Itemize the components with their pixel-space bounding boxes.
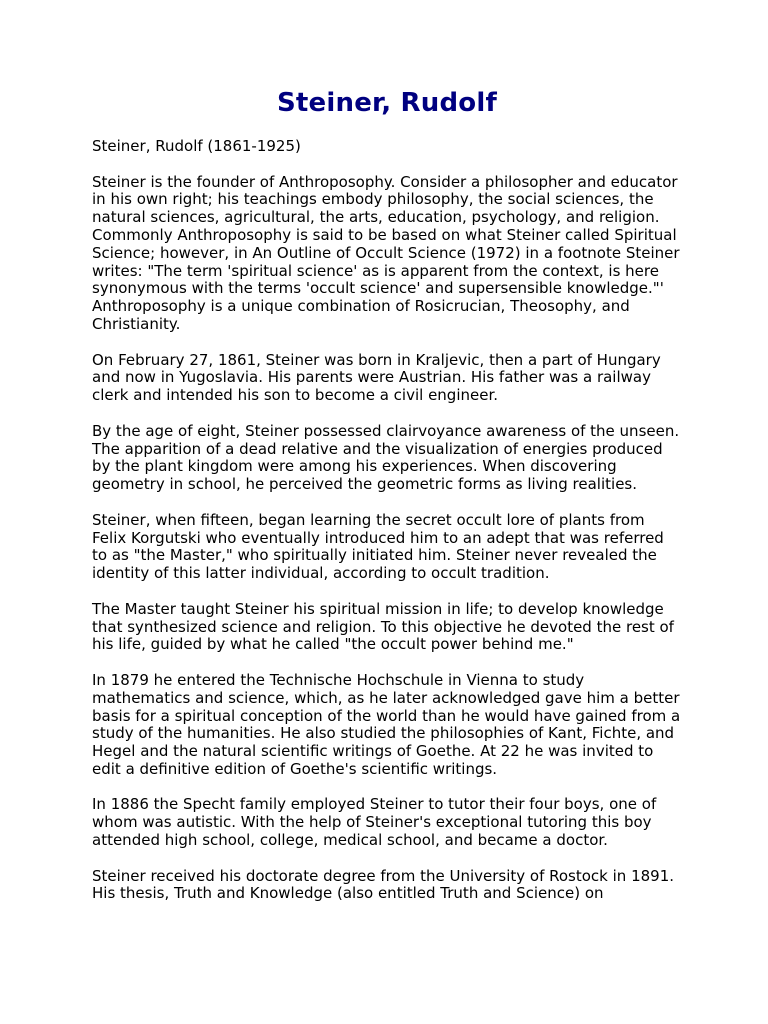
paragraph: Steiner received his doctorate degree from the University of Rostock in 1891. His thesis, Truth and Knowledge (also entitled Truth and Science) on	[92, 866, 675, 903]
paragraph: In 1879 he entered the Technische Hochschule in Vienna to study mathematics and science, which, as he later acknowledged gave him a better basis for a spiritual conception of the world than he would have gained from a study of the humanities. He also studied the philosophies of Kant, Fichte, and Hegel and the natural scientific writings of Goethe. At 22 he was invited to edit a definitive edition of Goethe's scientific writings.	[92, 670, 681, 778]
article-body	[92, 138, 682, 921]
paragraph: Steiner, when fifteen, began learning the secret occult lore of plants from Felix Korgutski who eventually introduced him to an adept that was referred to as "the Master," who spiritually initiated him. Steiner never revealed the identity of this latter individual, according to occult tradition.	[92, 510, 664, 583]
paragraph: In 1886 the Specht family employed Steiner to tutor their four boys, one of whom was autistic. With the help of Steiner's exceptional tutoring this boy attended high school, college, medical school, and became a doctor.	[92, 795, 657, 850]
paragraph: On February 27, 1861, Steiner was born in Kraljevic, then a part of Hungary and now in Yugoslavia. His parents were Austrian. His father was a railway clerk and intended his son to become a civil engineer.	[92, 350, 661, 405]
paragraph-heading-line: Steiner, Rudolf (1861-1925)	[92, 137, 301, 155]
paragraph: The Master taught Steiner his spiritual mission in life; to develop knowledge that synthesized science and religion. To this objective he devoted the rest of his life, guided by what he called "the occult power behind me."	[92, 599, 674, 654]
page-title: Steiner, Rudolf	[276, 88, 497, 118]
paragraph: By the age of eight, Steiner possessed clairvoyance awareness of the unseen. The apparition of a dead relative and the visualization of energies produced by the plant kingdom were among his experiences. When discovering geometry in school, he perceived the geometric forms as living realities.	[92, 421, 680, 494]
paragraph: Steiner is the founder of Anthroposophy. Consider a philosopher and educator in his own right; his teachings embody philosophy, the social sciences, the natural sciences, agricultural, the arts, education, psychology, and religion. Commonly Anthroposophy is said to be based on what Steiner called Spiritual Science; however, in An Outline of Occult Science (1972) in a footnote Steiner writes: "The term 'spiritual science' as is apparent from the context, is here synonymous with the terms 'occult science' and supersensible knowledge."' Anthroposophy is a unique combination of Rosicrucian, Theosophy, and Christianity.	[92, 172, 680, 333]
